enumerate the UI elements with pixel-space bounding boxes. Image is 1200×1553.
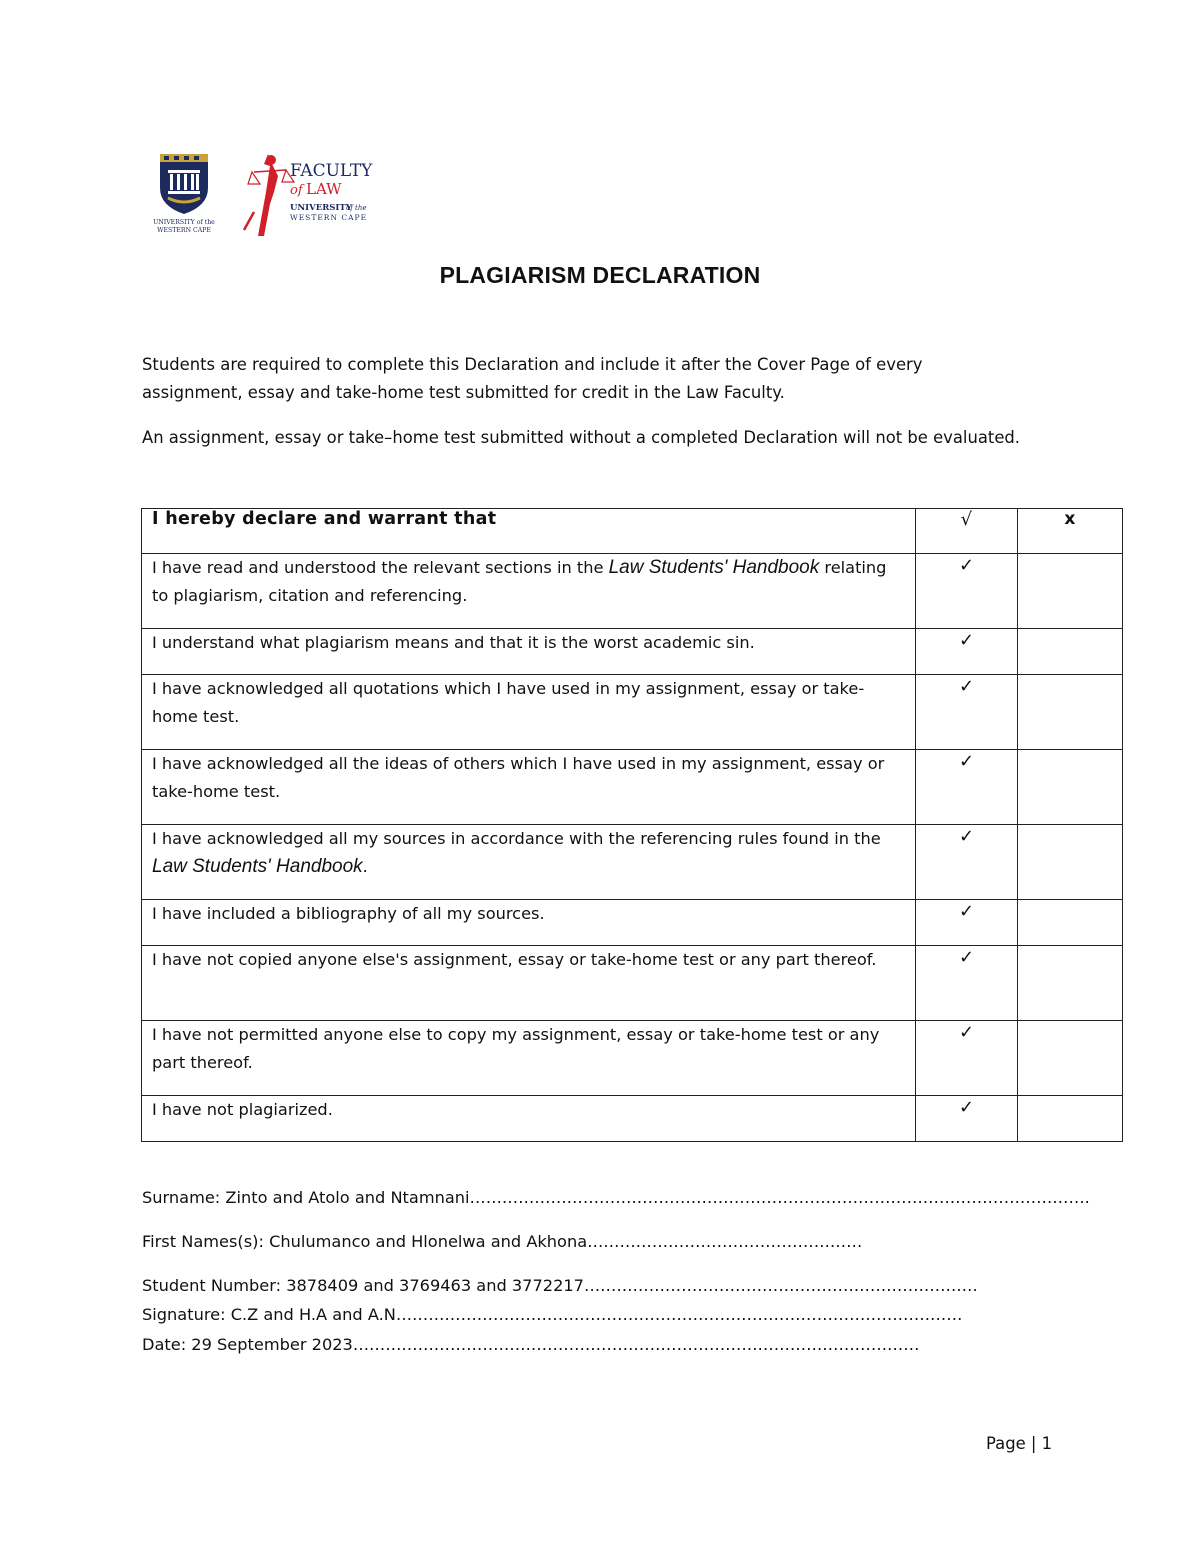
svg-text:FACULTY: FACULTY [290,161,373,181]
statement-cell: I have included a bibliography of all my sources. [142,900,916,946]
header-yes: √ [916,509,1018,554]
student-number-field: Student Number: 3878409 and 3769463 and 3772217………………………………………………………………. [142,1276,978,1295]
no-cell [1018,1021,1123,1096]
table-row [142,675,1123,750]
uwc-crest-logo [150,150,220,236]
intro-paragraph-2: An assignment, essay or take–home test submitted without a completed Declaration will not be evaluated. [142,428,1021,447]
statement-cell: I have acknowledged all quotations which I have used in my assignment, essay or take-home test. [142,675,916,750]
yes-checkmark: ✓ [916,825,1018,900]
no-cell [1018,675,1123,750]
faculty-of-law-logo [234,152,390,236]
table-row [142,1096,1123,1142]
signature-field: Signature: C.Z and H.A and A.N…………………………………………………………………………………………… [142,1305,963,1324]
statement-cell: I have not copied anyone else's assignment, essay or take-home test or any part thereof. [142,946,916,1021]
date-field: Date: 29 September 2023…………………………………………………………………………………………… [142,1335,920,1354]
statement-cell: I understand what plagiarism means and that it is the worst academic sin. [142,629,916,675]
statement-cell: I have not permitted anyone else to copy my assignment, essay or take-home test or any part thereof. [142,1021,916,1096]
yes-checkmark: ✓ [916,629,1018,675]
statement-cell: I have acknowledged all the ideas of others which I have used in my assignment, essay or take-home test. [142,750,916,825]
table-row [142,946,1123,1021]
yes-checkmark: ✓ [916,1096,1018,1142]
svg-text:WESTERN CAPE: WESTERN CAPE [290,213,368,222]
yes-checkmark: ✓ [916,1021,1018,1096]
table-row [142,629,1123,675]
surname-field: Surname: Zinto and Atolo and Ntamnani……………………………………………………………………………………………………. [142,1188,1090,1207]
yes-checkmark: ✓ [916,554,1018,629]
svg-text:LAW: LAW [306,180,342,198]
no-cell [1018,825,1123,900]
table-row [142,1021,1123,1096]
no-cell [1018,900,1123,946]
statement-cell: I have read and understood the relevant sections in the Law Students' Handbook relating to plagiarism, citation and referencing. [142,554,916,629]
header-statement: I hereby declare and warrant that [142,509,916,554]
no-cell [1018,554,1123,629]
svg-text:UNIVERSITY of the: UNIVERSITY of the [153,219,215,226]
header-logos [150,150,390,240]
svg-text:of the: of the [346,204,367,212]
first-names-field: First Names(s): Chulumanco and Hlonelwa and Akhona…………………………………………… [142,1232,863,1251]
table-row [142,825,1123,900]
svg-text:UNIVERSITY: UNIVERSITY [290,203,352,213]
no-cell [1018,1096,1123,1142]
table-row [142,554,1123,629]
page-number: Page | 1 [986,1434,1053,1453]
yes-checkmark: ✓ [916,900,1018,946]
table-header-row [142,509,1123,554]
intro-paragraph-1: Students are required to complete this Declaration and include it after the Cover Page of every assignment, essay and take-home test submitted for credit in the Law Faculty. [142,355,923,402]
table-row [142,750,1123,825]
no-cell [1018,629,1123,675]
yes-checkmark: ✓ [916,750,1018,825]
yes-checkmark: ✓ [916,675,1018,750]
yes-checkmark: ✓ [916,946,1018,1021]
statement-cell: I have not plagiarized. [142,1096,916,1142]
table-row [142,900,1123,946]
no-cell [1018,750,1123,825]
page-title: PLAGIARISM DECLARATION [439,262,761,288]
declaration-table [141,508,1123,1142]
svg-text:WESTERN CAPE: WESTERN CAPE [157,227,211,234]
statement-cell: I have acknowledged all my sources in accordance with the referencing rules found in the Law Students' Handbook. [142,825,916,900]
svg-text:of: of [290,183,303,198]
no-cell [1018,946,1123,1021]
header-no: x [1018,509,1123,554]
